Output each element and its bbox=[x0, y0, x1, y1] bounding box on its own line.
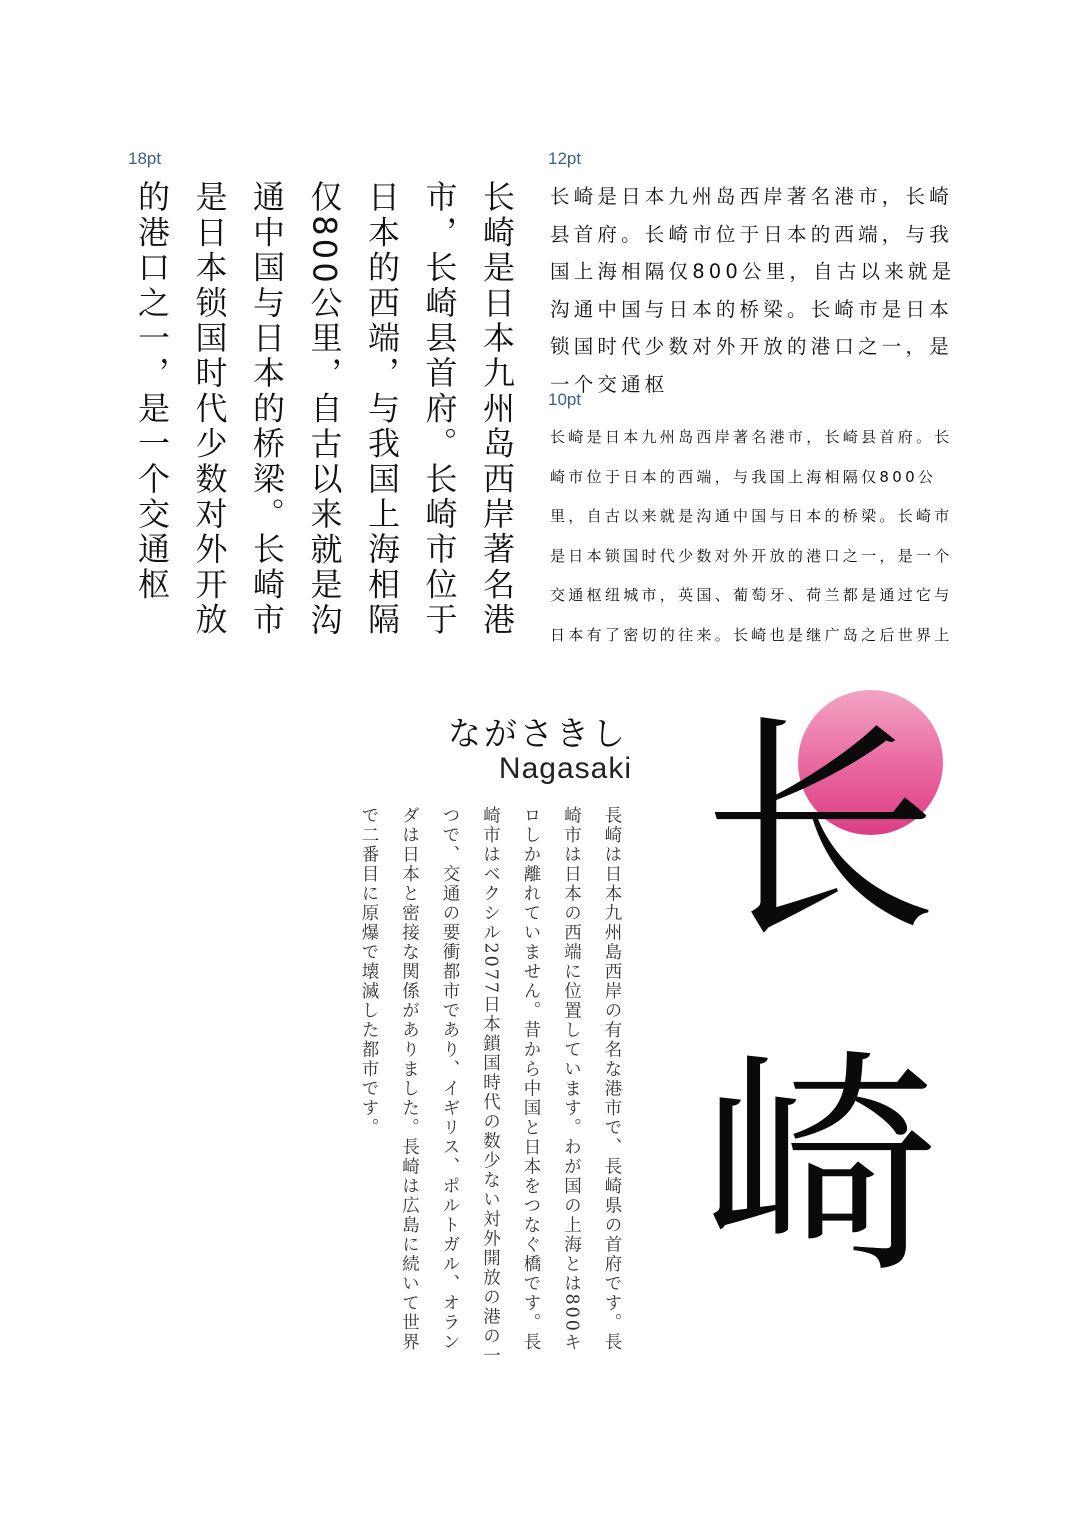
paragraph-10pt: 长崎是日本九州岛西岸著名港市，长崎县首府。长崎市位于日本的西端，与我国上海相隔仅800公里，自古以来就是沟通中国与日本的桥梁。长崎市是日本锁国时代少数对外开放的港口之一，是一个交通枢纽城市，英国、葡萄牙、荷兰都是通过它与日本有了密切的往来。长崎也是继广岛之后世界上 bbox=[550, 428, 953, 644]
vertical-paragraph-18pt: 长崎是日本九州岛西岸著名港市，长崎县首府。长崎市位于日本的西端，与我国上海相隔仅800公里，自古以来就是沟通中国与日本的桥梁。长崎市是日本锁国时代少数对外开放的港口之一，是一个交通枢 bbox=[133, 180, 516, 638]
big-character-chang: 长 bbox=[701, 694, 938, 969]
font-size-label-10pt: 10pt bbox=[548, 390, 582, 409]
font-size-label-18pt: 18pt bbox=[128, 149, 162, 168]
big-character-qi: 崎 bbox=[701, 1030, 938, 1305]
title-romaji: Nagasaki bbox=[498, 752, 632, 785]
font-size-label-12pt: 12pt bbox=[548, 149, 582, 168]
vertical-paragraph-japanese: 長崎は日本九州島西岸の有名な港市で、長崎県の首府です。長崎市は日本の西端に位置しています。わが国の上海とは800キロしか離れていません。昔から中国と日本をつなぐ橋です。長崎市はベクシル2077日本鎖国時代の数少ない対外開放の港の一つで、交通の要衝都市であり、イギリス、ポルトガル、オランダは日本と密接な関係がありました。長崎は広島に続いて世界で二番目に原爆で壊滅した都市です。 bbox=[359, 806, 622, 1366]
paragraph-12pt: 长崎是日本九州岛西岸著名港市，长崎县首府。长崎市位于日本的西端，与我国上海相隔仅800公里，自古以来就是沟通中国与日本的桥梁。长崎市是日本锁国时代少数对外开放的港口之一，是一个交通枢 bbox=[550, 185, 956, 396]
title-kana: ながさきし bbox=[448, 714, 628, 753]
